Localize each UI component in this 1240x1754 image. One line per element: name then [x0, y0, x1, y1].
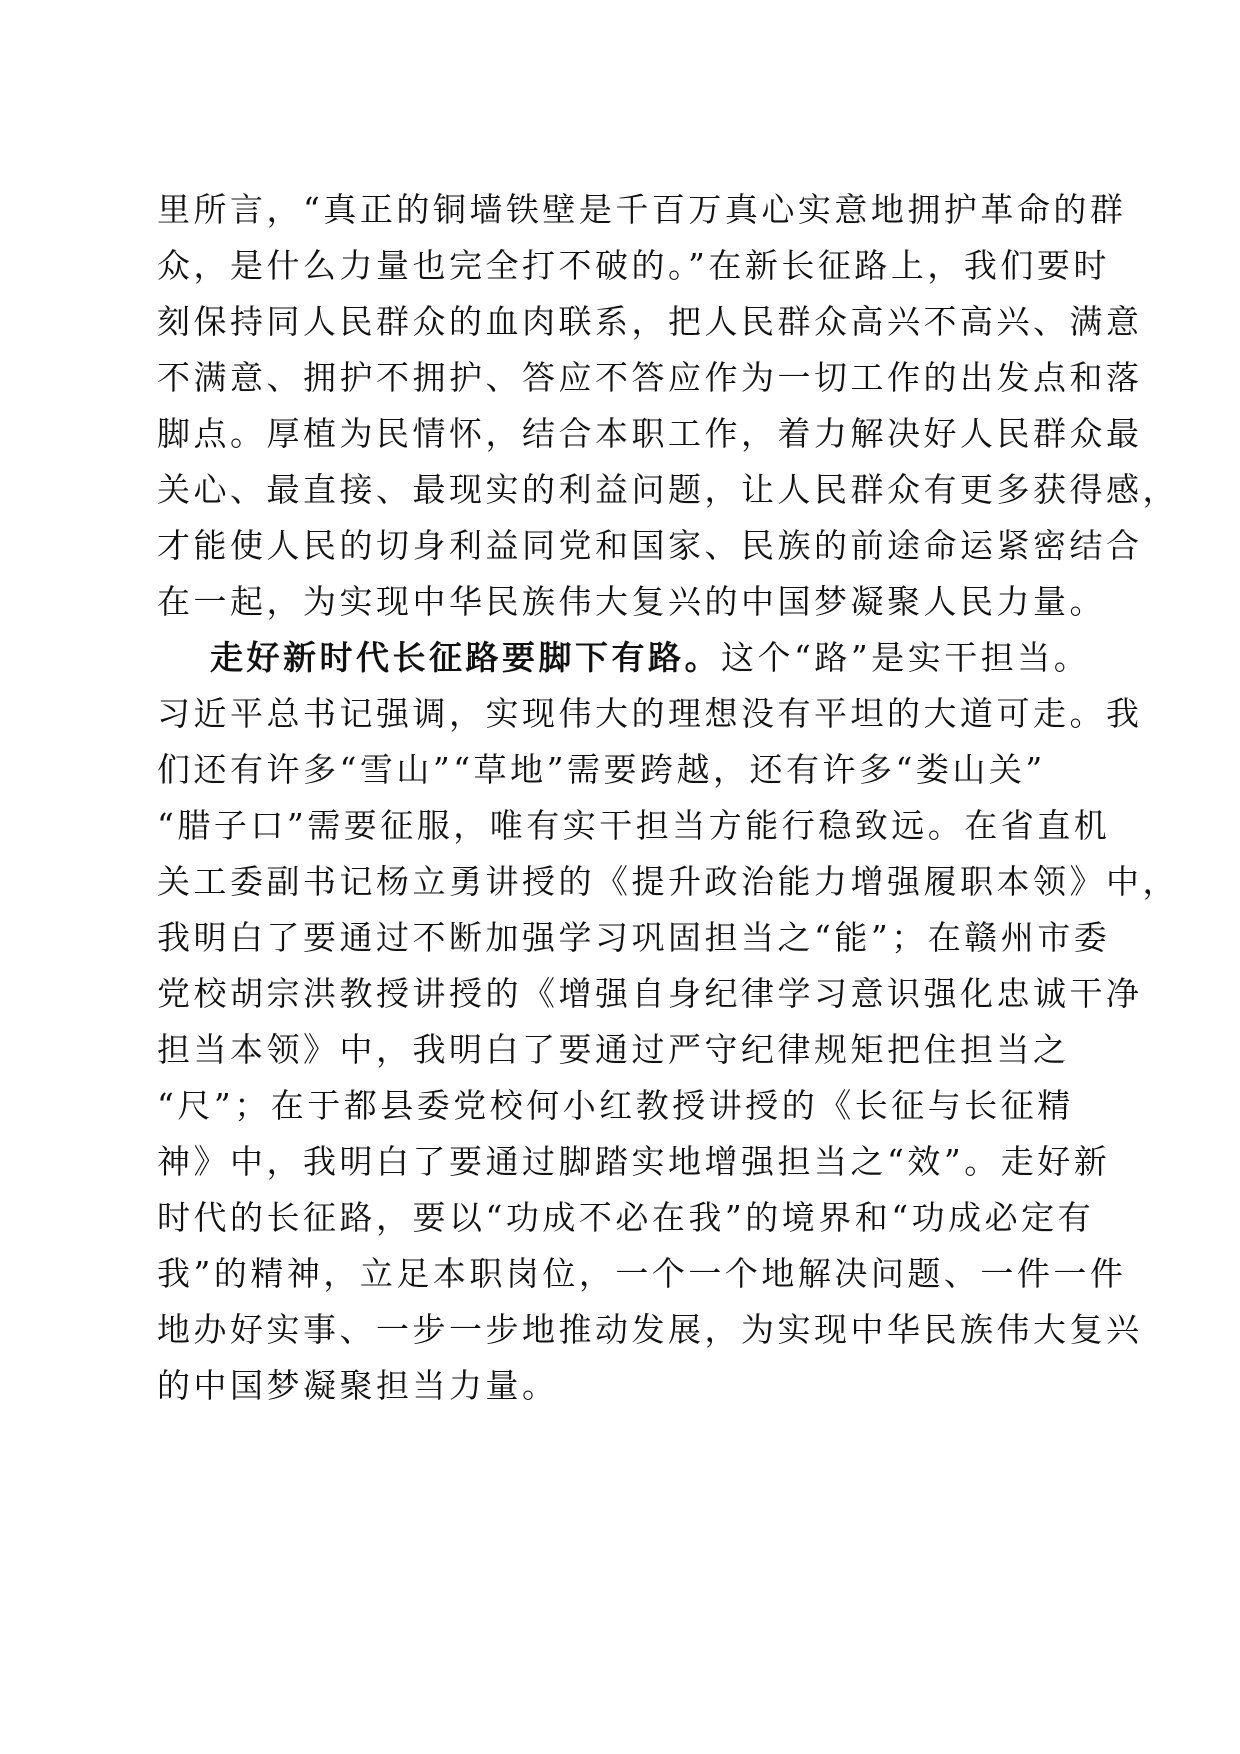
paragraph-heading: 走好新时代长征路要脚下有路。	[210, 638, 721, 677]
text-line: 不满意、拥护不拥护、答应不答应作为一切工作的出发点和落	[157, 358, 1143, 397]
text-line: 刻保持同人民群众的血肉联系，把人民群众高兴不高兴、满意	[157, 302, 1143, 341]
text-line: “腊子口”需要征服，唯有实干担当方能行稳致远。在省直机	[157, 806, 1111, 845]
paragraph-first-line	[210, 638, 1090, 678]
text-line: 时代的长征路，要以“功成不必在我”的境界和“功成必定有	[157, 1198, 1095, 1237]
text-line: “尺”；在于都县委党校何小红教授讲授的《长征与长征精	[157, 1086, 1074, 1125]
text-line: 里所言，“真正的铜墙铁壁是千百万真心实意地拥护革命的群	[157, 190, 1127, 229]
paragraph-lead-text: 这个“路”是实干担当。	[721, 638, 1091, 677]
text-line: 脚点。厚植为民情怀，结合本职工作，着力解决好人民群众最	[157, 414, 1143, 453]
text-line: 关工委副书记杨立勇讲授的《提升政治能力增强履职本领》中，	[157, 862, 1179, 901]
text-line: 党校胡宗洪教授讲授的《增强自身纪律学习意识强化忠诚干净	[157, 974, 1143, 1013]
text-line: 众，是什么力量也完全打不破的。”在新长征路上，我们要时	[157, 246, 1110, 285]
text-line: 习近平总书记强调，实现伟大的理想没有平坦的大道可走。我	[157, 694, 1143, 733]
text-line: 我”的精神，立足本职岗位，一个一个地解决问题、一件一件	[157, 1254, 1127, 1293]
text-line: 在一起，为实现中华民族伟大复兴的中国梦凝聚人民力量。	[157, 582, 1106, 621]
text-line: 我明白了要通过不断加强学习巩固担当之“能”；在赣州市委	[157, 918, 1111, 957]
text-line: 的中国梦凝聚担当力量。	[157, 1366, 559, 1405]
text-line: 关心、最直接、最现实的利益问题，让人民群众有更多获得感，	[157, 470, 1179, 509]
text-line: 地办好实事、一步一步地推动发展，为实现中华民族伟大复兴	[157, 1310, 1143, 1349]
text-line: 神》中，我明白了要通过脚踏实地增强担当之“效”。走好新	[157, 1142, 1111, 1181]
text-line: 担当本领》中，我明白了要通过严守纪律规矩把住担当之	[157, 1030, 1070, 1069]
text-line: 们还有许多“雪山”“草地”需要跨越，还有许多“娄山关”	[157, 750, 1046, 789]
text-line: 才能使人民的切身利益同党和国家、民族的前途命运紧密结合	[157, 526, 1143, 565]
